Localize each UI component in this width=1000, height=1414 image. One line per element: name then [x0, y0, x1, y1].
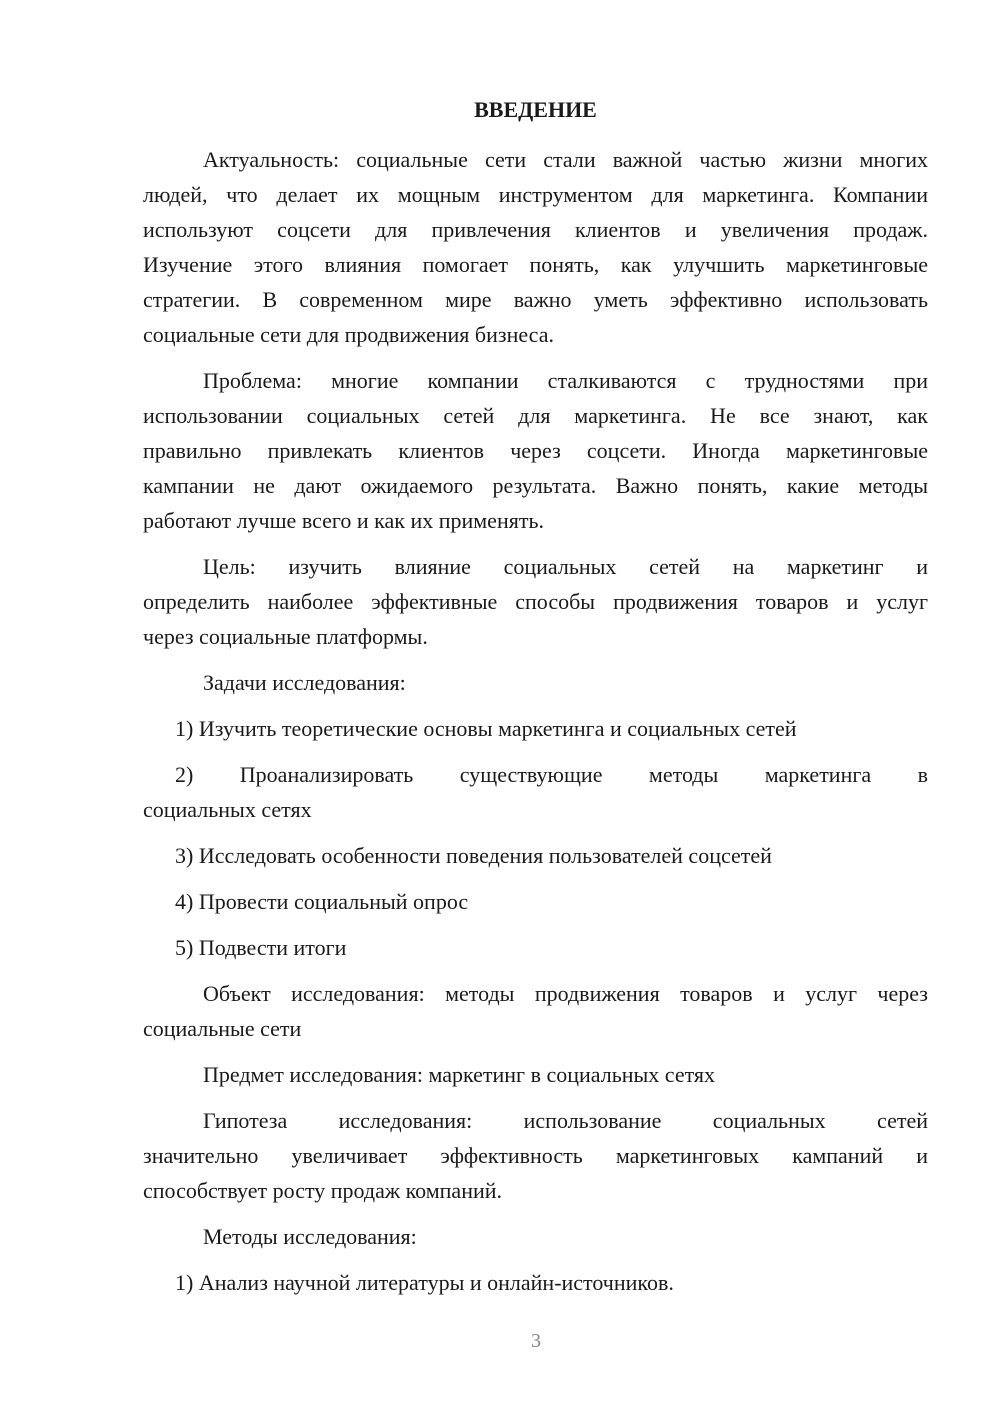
- paragraph: [143, 549, 928, 654]
- text-line: 3) Исследовать особенности поведения пользователей соцсетей: [175, 843, 772, 868]
- text-line: используют соцсети для привлечения клиентов и увеличения продаж.: [143, 217, 928, 242]
- text-line: 4) Провести социальный опрос: [175, 889, 469, 914]
- document-page: [143, 92, 928, 1311]
- text-line: 1) Анализ научной литературы и онлайн-источников.: [175, 1270, 674, 1295]
- list-item: [143, 757, 928, 827]
- paragraph: [143, 142, 928, 352]
- text-line: 1) Изучить теоретические основы маркетинга и социальных сетей: [175, 716, 797, 741]
- text-line: работают лучше всего и как их применять.: [143, 508, 544, 533]
- text-line: Методы исследования:: [203, 1224, 417, 1249]
- list-item: [143, 930, 928, 965]
- text-line: Объект исследования: методы продвижения товаров и услуг через: [203, 981, 928, 1006]
- text-line: Изучение этого влияния помогает понять, как улучшить маркетинговые: [143, 252, 928, 277]
- text-line: Цель: изучить влияние социальных сетей на маркетинг и: [203, 554, 928, 579]
- list-item: [143, 1265, 928, 1300]
- text-line: через социальные платформы.: [143, 624, 428, 649]
- text-line: использовании социальных сетей для маркетинга. Не все знают, как: [143, 403, 928, 428]
- text-line: определить наиболее эффективные способы продвижения товаров и услуг: [143, 589, 928, 614]
- text-line: стратегии. В современном мире важно уметь эффективно использовать: [143, 287, 928, 312]
- text-line: Предмет исследования: маркетинг в социальных сетях: [203, 1062, 716, 1087]
- text-line: правильно привлекать клиентов через соцсети. Иногда маркетинговые: [143, 438, 928, 463]
- text-line: Гипотеза исследования: использование социальных сетей: [203, 1108, 928, 1133]
- text-line: социальные сети: [143, 1016, 302, 1041]
- text-line: 2) Проанализировать существующие методы маркетинга в: [175, 762, 928, 787]
- paragraph: [143, 1219, 928, 1254]
- paragraph: [143, 665, 928, 700]
- text-line: людей, что делает их мощным инструментом для маркетинга. Компании: [143, 182, 928, 207]
- text-line: Задачи исследования:: [203, 670, 406, 695]
- list-item: [143, 838, 928, 873]
- text-line: Актуальность: социальные сети стали важной частью жизни многих: [203, 147, 928, 172]
- document-body: [143, 142, 928, 1300]
- list-item: [143, 884, 928, 919]
- text-line: способствует росту продаж компаний.: [143, 1178, 503, 1203]
- page-number: 3: [531, 1330, 541, 1352]
- text-line: социальных сетях: [143, 797, 312, 822]
- text-line: Проблема: многие компании сталкиваются с трудностями при: [203, 368, 928, 393]
- text-line: социальные сети для продвижения бизнеса.: [143, 322, 554, 347]
- paragraph: [143, 1057, 928, 1092]
- text-line: значительно увеличивает эффективность маркетинговых кампаний и: [143, 1143, 928, 1168]
- paragraph: [143, 363, 928, 538]
- text-line: кампании не дают ожидаемого результата. Важно понять, какие методы: [143, 473, 928, 498]
- paragraph: [143, 1103, 928, 1208]
- list-item: [143, 711, 928, 746]
- text-line: 5) Подвести итоги: [175, 935, 347, 960]
- paragraph: [143, 976, 928, 1046]
- section-title: ВВЕДЕНИЕ: [474, 97, 597, 122]
